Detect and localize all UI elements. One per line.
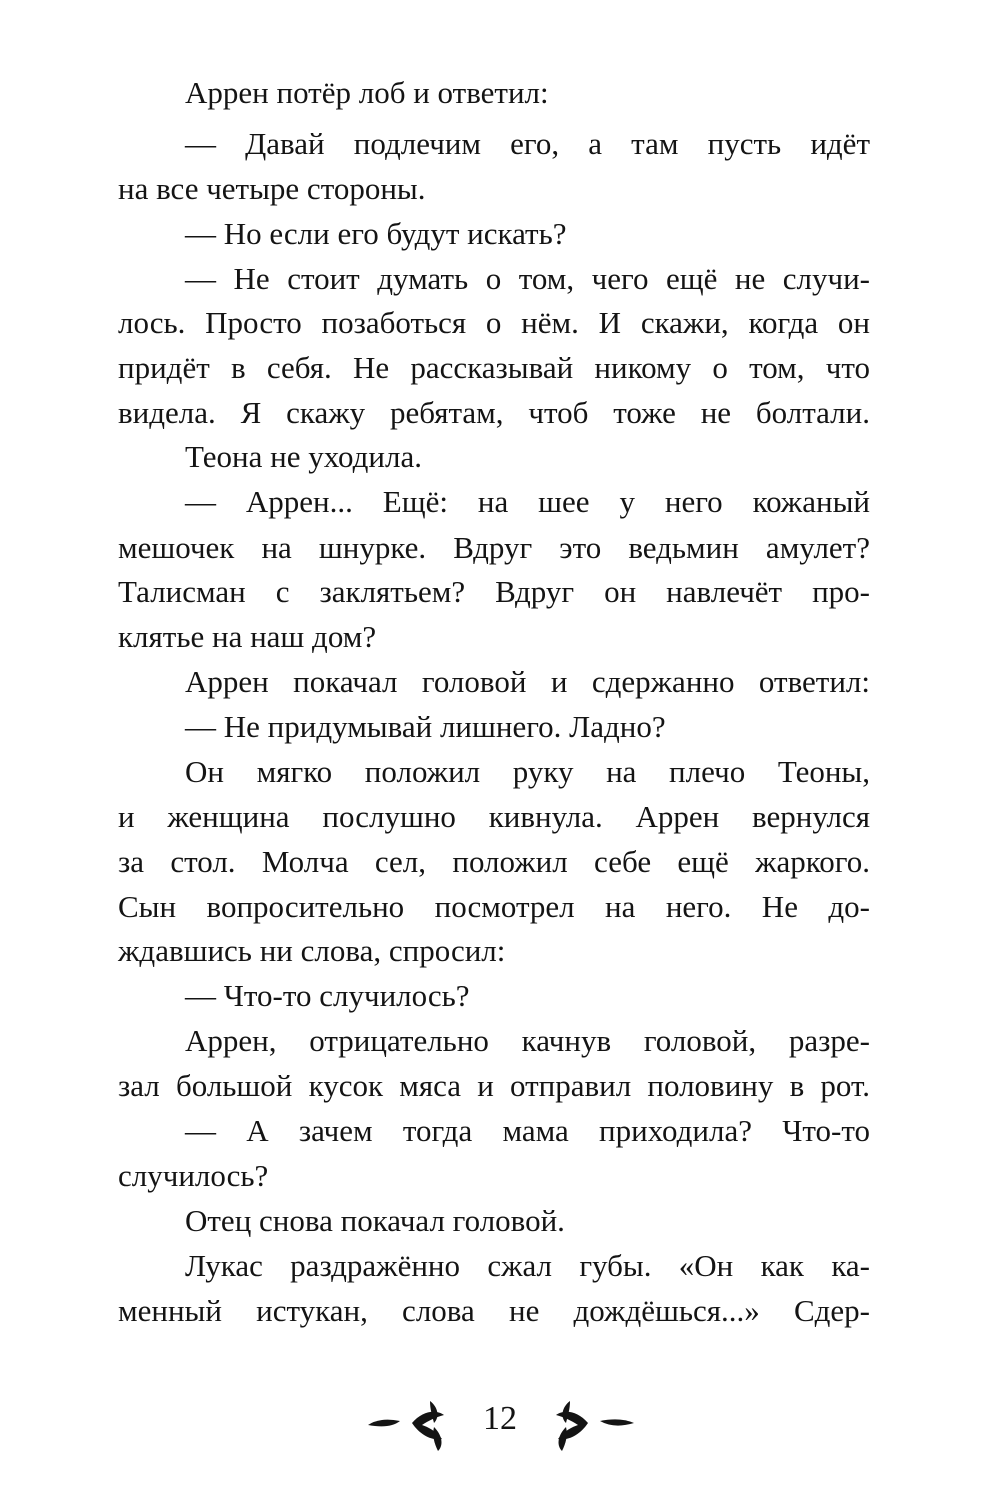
text-line: — Но если его будут искать? [185, 216, 567, 251]
text-line: — А зачем тогда мама приходила? Что-то [185, 1113, 870, 1148]
text-line: случилось? [118, 1158, 269, 1193]
text-line: Аррен потёр лоб и ответил: [185, 75, 549, 110]
text-line: Аррен, отрицательно качнув головой, разре- [185, 1023, 870, 1058]
text-line: лось. Просто позаботься о нём. И скажи, когда он [118, 305, 870, 340]
page-footer [350, 1393, 650, 1453]
text-line: — Не стоит думать о том, чего ещё не случи- [185, 261, 870, 296]
text-line: менный истукан, слова не дождёшься...» Сдер- [118, 1293, 870, 1328]
text-line: ждавшись ни слова, спросил: [118, 933, 506, 968]
text-line: клятье на наш дом? [118, 619, 377, 654]
text-line: — Не придумывай лишнего. Ладно? [185, 709, 666, 744]
leaf-ornament-right-icon [556, 1401, 588, 1451]
page-number: 12 [483, 1400, 517, 1437]
text-line: и женщина послушно кивнула. Аррен вернулся [118, 799, 870, 834]
dash-ornament-left-icon [368, 1420, 400, 1427]
text-line: Аррен покачал головой и сдержанно ответил: [185, 664, 870, 699]
text-line: за стол. Молча сел, положил себе ещё жаркого. [118, 844, 870, 879]
text-line: Отец снова покачал головой. [185, 1203, 565, 1238]
text-line: на все четыре стороны. [118, 171, 426, 206]
dash-ornament-right-icon [600, 1419, 634, 1425]
text-line: придёт в себя. Не рассказывай никому о том, что [118, 350, 870, 385]
leaf-ornament-left-icon [412, 1401, 444, 1451]
text-line: Сын вопросительно посмотрел на него. Не до- [118, 889, 870, 924]
text-line: — Аррен... Ещё: на шее у него кожаный [185, 484, 870, 519]
text-line: Он мягко положил руку на плечо Теоны, [185, 754, 870, 789]
text-line: — Что-то случилось? [185, 978, 470, 1013]
text-line: зал большой кусок мяса и отправил половину в рот. [118, 1068, 870, 1103]
text-line: Теона не уходила. [185, 439, 422, 474]
text-line: — Давай подлечим его, а там пусть идёт [185, 126, 870, 161]
text-line: видела. Я скажу ребятам, чтоб тоже не болтали. [118, 395, 870, 430]
text-line: Талисман с заклятьем? Вдруг он навлечёт про- [118, 574, 870, 609]
text-line: Лукас раздражённо сжал губы. «Он как ка- [185, 1248, 870, 1283]
text-line: мешочек на шнурке. Вдруг это ведьмин амулет? [118, 530, 870, 565]
